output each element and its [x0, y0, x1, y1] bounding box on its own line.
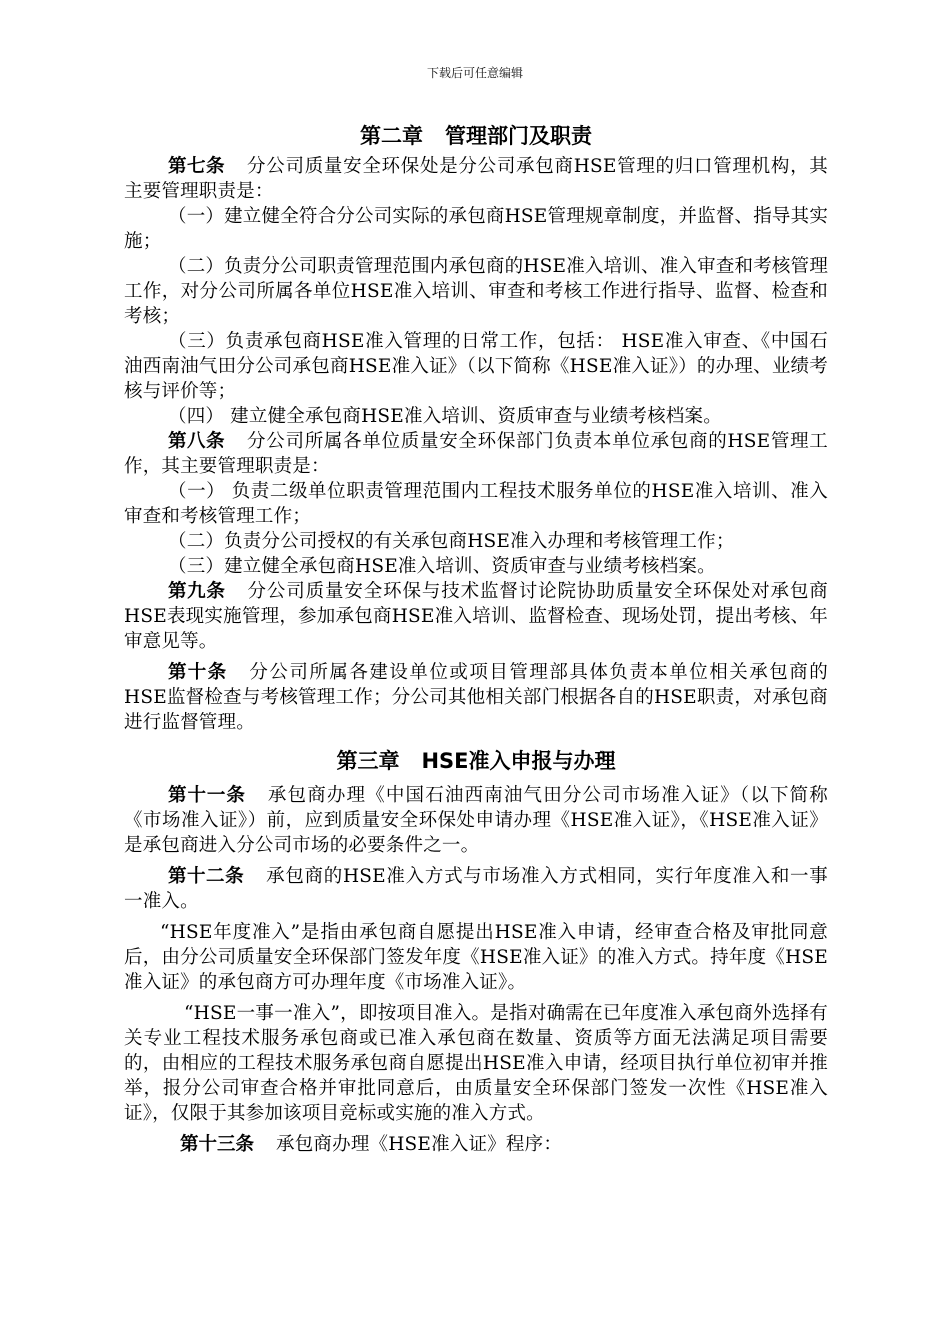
article-text: 分公司质量安全环保处是分公司承包商HSE管理的归口管理机构，其主要管理职责是：: [124, 156, 828, 202]
article-12-paragraph-2: “HSE一事一准入”，即按项目准入。是指对确需在已年度准入承包商外选择有关专业工程技术服务承包商或已准入承包商在数量、资质等方面无法满足项目需要的，由相应的工程技术服务承包商自愿提出HSE准入申请，经项目执行单位初审并推举，报分公司审查合格并审批同意后，由质量安全环保部门签发一次性《HSE准入证》，仅限于其参加该项目竞标或实施的准入方式。: [124, 1003, 828, 1124]
article-13: [124, 1132, 828, 1157]
article-8-item-2: （二）负责分公司授权的有关承包商HSE准入办理和考核管理工作；: [168, 531, 735, 552]
article-12-paragraph-1: “HSE年度准入”是指由承包商自愿提出HSE准入申请，经审查合格及审批同意后，由分公司质量安全环保部门签发年度《HSE准入证》的准入方式。持年度《HSE准入证》的承包商方可办理年度《市场准入证》。: [124, 922, 828, 993]
article-11: [124, 783, 828, 858]
chapter-title: HSE准入申报与办理: [421, 749, 616, 773]
article-label: 第十条: [168, 662, 228, 683]
chapter-title: 管理部门及职责: [445, 124, 592, 148]
article-7-item-2: （二）负责分公司职责管理范围内承包商的HSE准入培训、准入审查和考核管理工作，对分公司所属各单位HSE准入培训、审查和考核工作进行指导、监督、检查和考核；: [124, 256, 829, 327]
article-label: 第十二条: [168, 866, 245, 887]
article-7: [124, 154, 828, 204]
article-text: 承包商办理《HSE准入证》程序：: [276, 1134, 563, 1155]
article-8-item-1: （一） 负责二级单位职责管理范围内工程技术服务单位的HSE准入培训、准入审查和考核管理工作；: [124, 481, 828, 527]
article-text: 分公司所属各单位质量安全环保部门负责本单位承包商的HSE管理工作，其主要管理职责是：: [124, 431, 828, 477]
article-text: 分公司质量安全环保与技术监督讨论院协助质量安全环保处对承包商HSE表现实施管理，参加承包商HSE准入培训、监督检查、现场处罚，提出考核、年审意见等。: [124, 581, 828, 652]
article-text: 分公司所属各建设单位或项目管理部具体负责本单位相关承包商的HSE监督检查与考核管理工作；分公司其他相关部门根据各自的HSE职责，对承包商进行监督管理。: [124, 662, 828, 733]
article-label: 第十一条: [168, 785, 246, 806]
article-label: 第七条: [168, 156, 226, 177]
document-body: [124, 118, 828, 1157]
header-note: 下载后可任意编辑: [426, 66, 523, 80]
chapter-number: 第二章: [360, 124, 423, 148]
article-label: 第九条: [168, 581, 226, 602]
article-7-item-3: （三）负责承包商HSE准入管理的日常工作，包括： HSE准入审查、《中国石油西南油气田分公司承包商HSE准入证》（以下简称《HSE准入证》）的办理、业绩考核与评价等；: [124, 331, 828, 402]
chapter-number: 第三章: [336, 749, 400, 773]
article-8-item-3: （三）建立健全承包商HSE准入培训、资质审查与业绩考核档案。: [168, 556, 716, 577]
chapter-2-heading: [124, 118, 828, 154]
article-label: 第八条: [168, 431, 226, 452]
article-label: 第十三条: [180, 1134, 255, 1155]
article-12: [124, 864, 828, 914]
chapter-3-heading: [124, 743, 828, 779]
article-10: [124, 660, 828, 735]
article-7-item-1: （一）建立健全符合分公司实际的承包商HSE管理规章制度，并监督、指导其实施；: [124, 206, 829, 252]
article-text: 承包商办理《中国石油西南油气田分公司市场准入证》（以下简称《市场准入证》）前，应到质量安全环保处申请办理《HSE准入证》，《HSE准入证》是承包商进入分公司市场的必要条件之一。: [124, 785, 828, 856]
article-7-item-4: （四） 建立健全承包商HSE准入培训、资质审查与业绩考核档案。: [168, 406, 722, 427]
article-text: 承包商的HSE准入方式与市场准入方式相同，实行年度准入和一事一准入。: [124, 866, 828, 912]
article-8: [124, 429, 828, 479]
article-9: [124, 579, 828, 654]
